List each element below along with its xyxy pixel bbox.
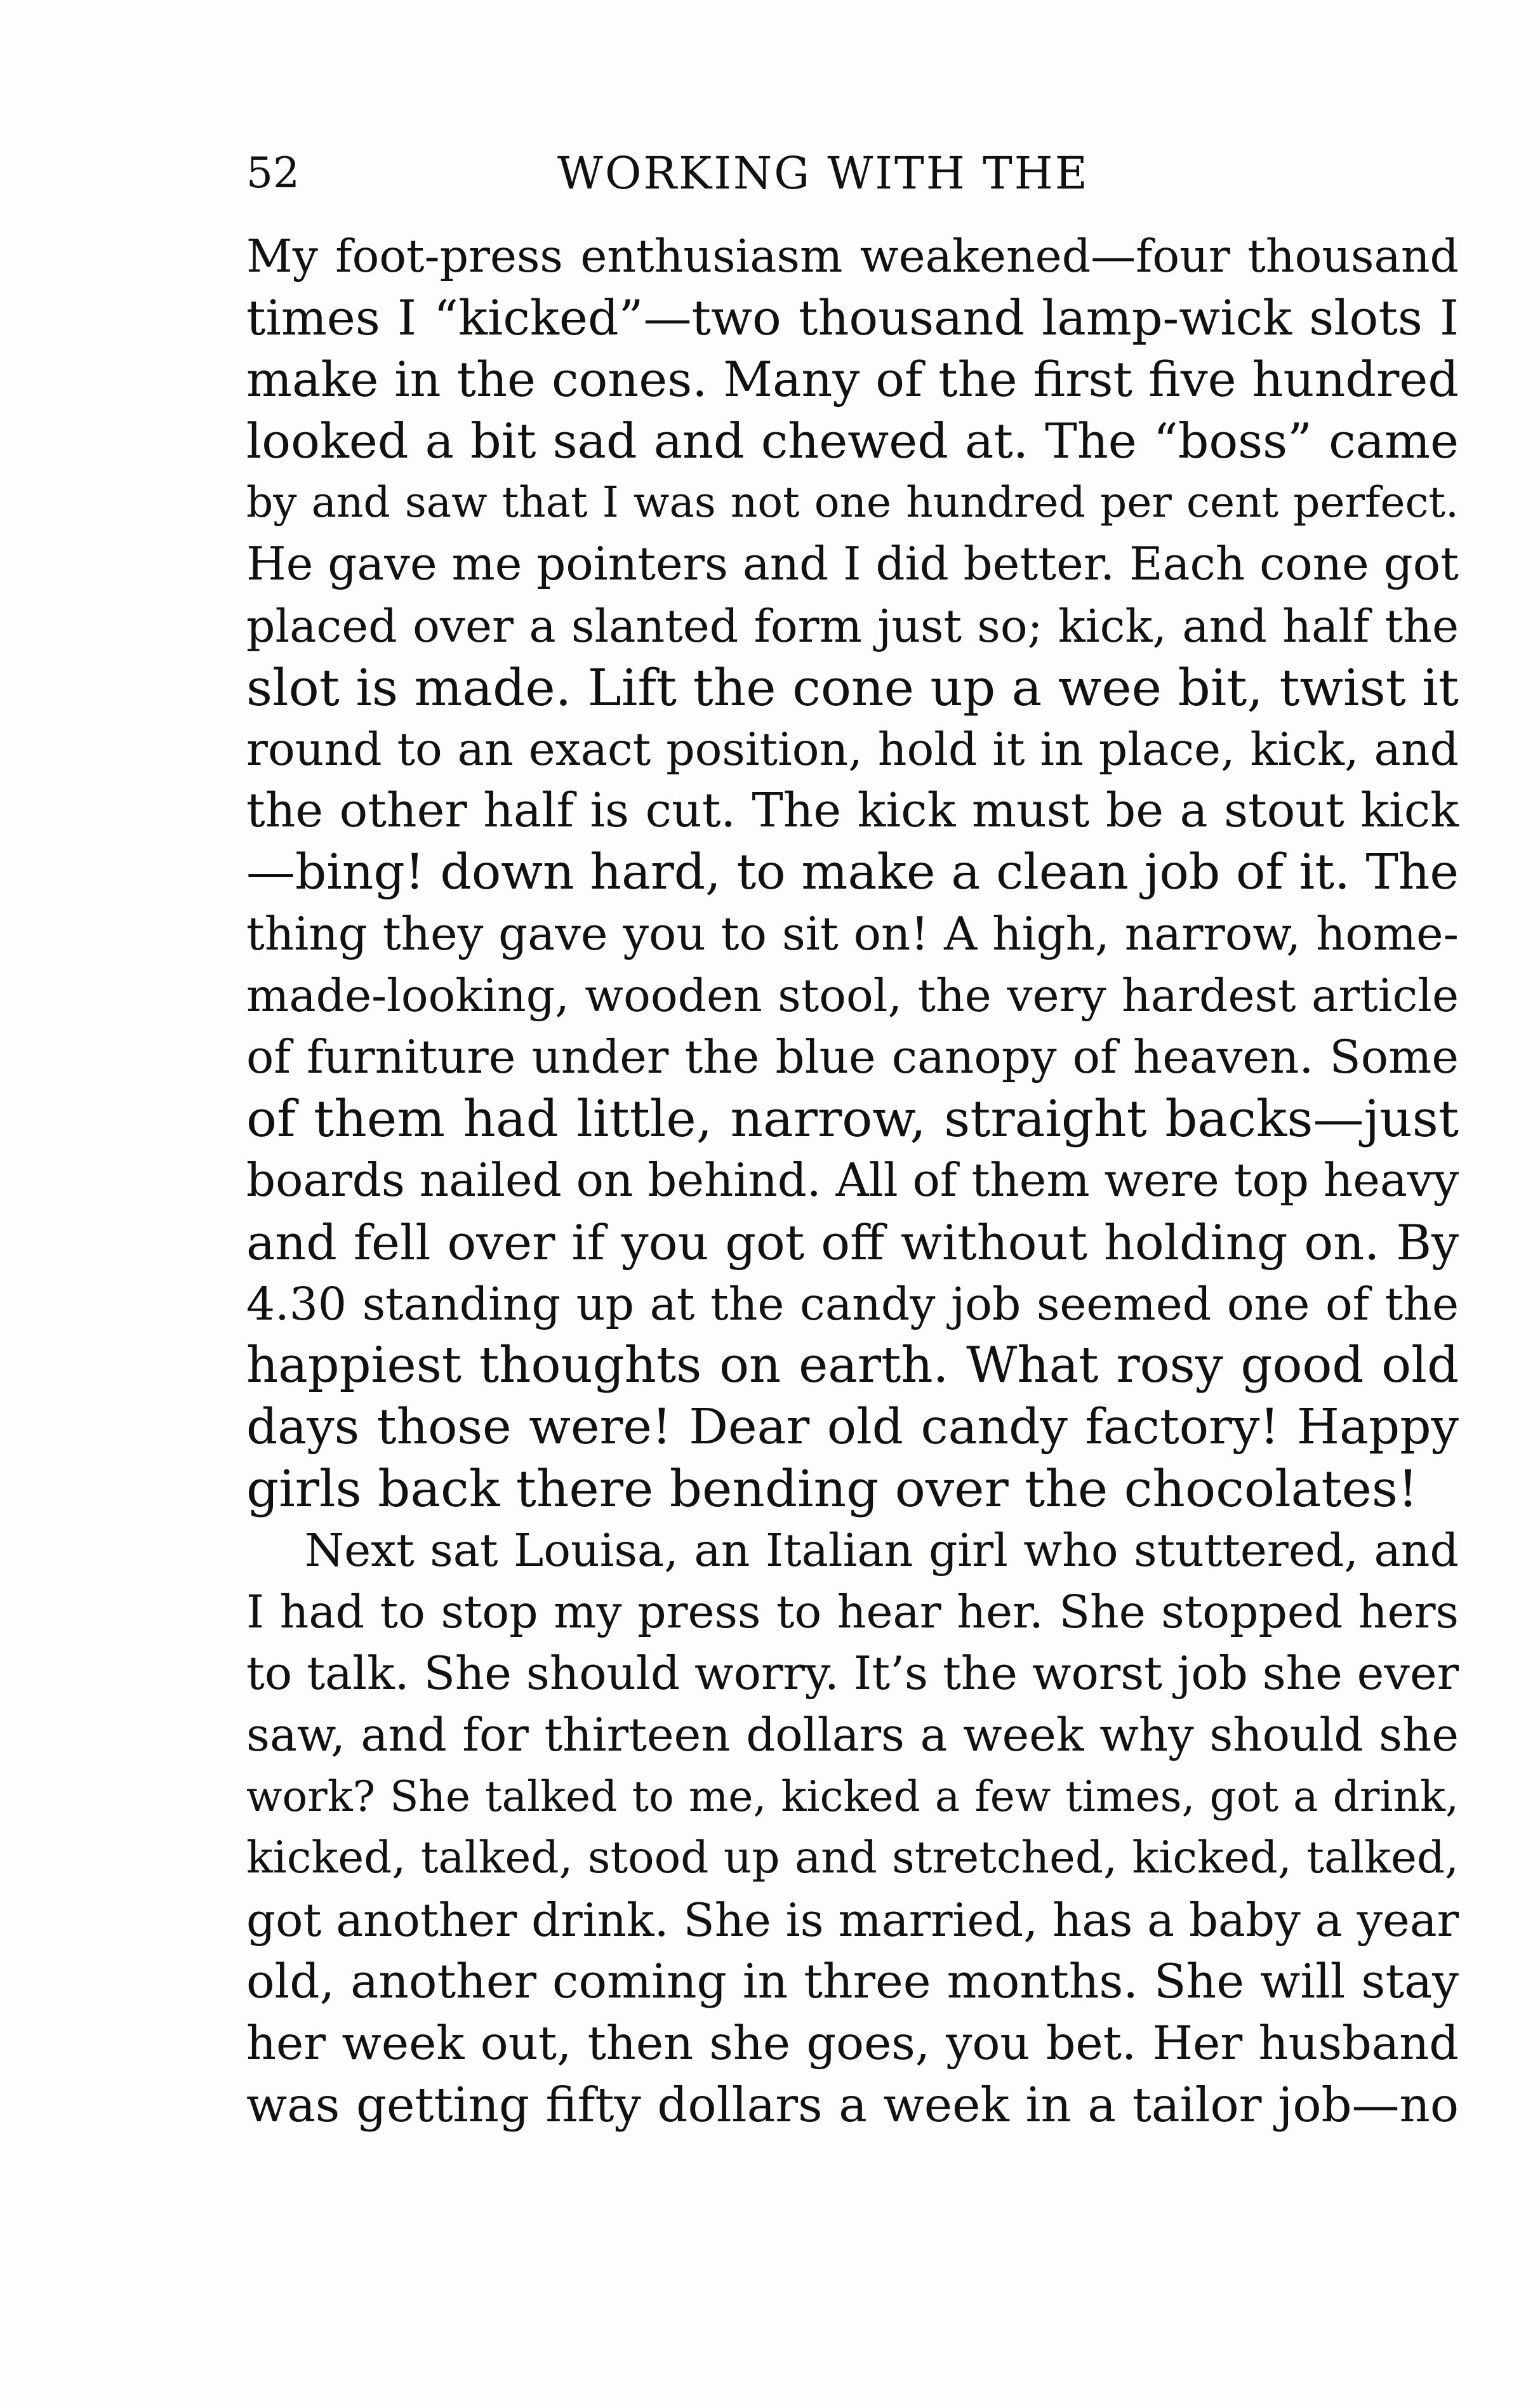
text-line: round to an exact position, hold it in place, kick, and: [246, 722, 1459, 776]
page-number: 52: [246, 149, 300, 197]
text-line: the other half is cut. The kick must be a stout kick: [246, 783, 1459, 838]
text-line: slot is made. Lift the cone up a wee bit, twist it: [246, 658, 1459, 717]
text-line: work? She talked to me, kicked a few times, got a drink,: [246, 1772, 1459, 1822]
text-line: of furniture under the blue canopy of heaven. Some: [246, 1030, 1459, 1084]
text-line: saw, and for thirteen dollars a week why should she: [246, 1708, 1459, 1762]
paragraph-start-line: Next sat Louisa, an Italian girl who stuttered, and: [305, 1523, 1459, 1577]
text-line: —bing! down hard, to make a clean job of it. The: [246, 844, 1459, 901]
text-line: 4.30 standing up at the candy job seemed one of the: [246, 1277, 1459, 1330]
text-line: made-looking, wooden stool, the very hardest article: [246, 969, 1459, 1023]
text-line: got another drink. She is married, has a baby a year: [246, 1893, 1459, 1947]
text-line: of them had little, narrow, straight backs—just: [246, 1089, 1459, 1149]
text-line: boards nailed on behind. All of them were top heavy: [246, 1153, 1459, 1207]
text-line: times I “kicked”—two thousand lamp-wick slots I: [246, 289, 1459, 347]
text-line: girls back there bending over the chocolates!: [246, 1459, 1419, 1518]
text-line: make in the cones. Many of the first five hundred: [246, 351, 1459, 408]
text-line: happiest thoughts on earth. What rosy good old: [246, 1336, 1459, 1394]
text-line: was getting fifty dollars a week in a tailor job—no: [246, 2076, 1459, 2133]
text-line: thing they gave you to sit on! A high, narrow, home-: [246, 907, 1459, 961]
running-head: WORKING WITH THE: [557, 147, 1089, 199]
body-text: [246, 225, 1459, 2136]
text-line: days those were! Dear old candy factory! Happy: [246, 1398, 1459, 1455]
text-line: I had to stop my press to hear her. She stopped hers: [246, 1586, 1459, 1639]
text-line: kicked, talked, stood up and stretched, kicked, talked,: [246, 1832, 1459, 1884]
text-line: placed over a slanted form just so; kick, and half the: [246, 599, 1459, 653]
text-line: old, another coming in three months. She will stay: [246, 1954, 1459, 2009]
page-header: [246, 138, 1459, 208]
text-line: My foot-press enthusiasm weakened—four thousand: [246, 230, 1459, 282]
text-line: to talk. She should worry. It’s the worst job she ever: [246, 1646, 1459, 1700]
text-line: He gave me pointers and I did better. Each cone got: [246, 537, 1459, 591]
text-line: looked a bit sad and chewed at. The “boss” came: [246, 413, 1459, 470]
text-line: by and saw that I was not one hundred per cent perfect.: [246, 478, 1459, 527]
text-line: and fell over if you got off without holding on. By: [246, 1214, 1459, 1271]
text-line: her week out, then she goes, you bet. Her husband: [246, 2016, 1459, 2070]
